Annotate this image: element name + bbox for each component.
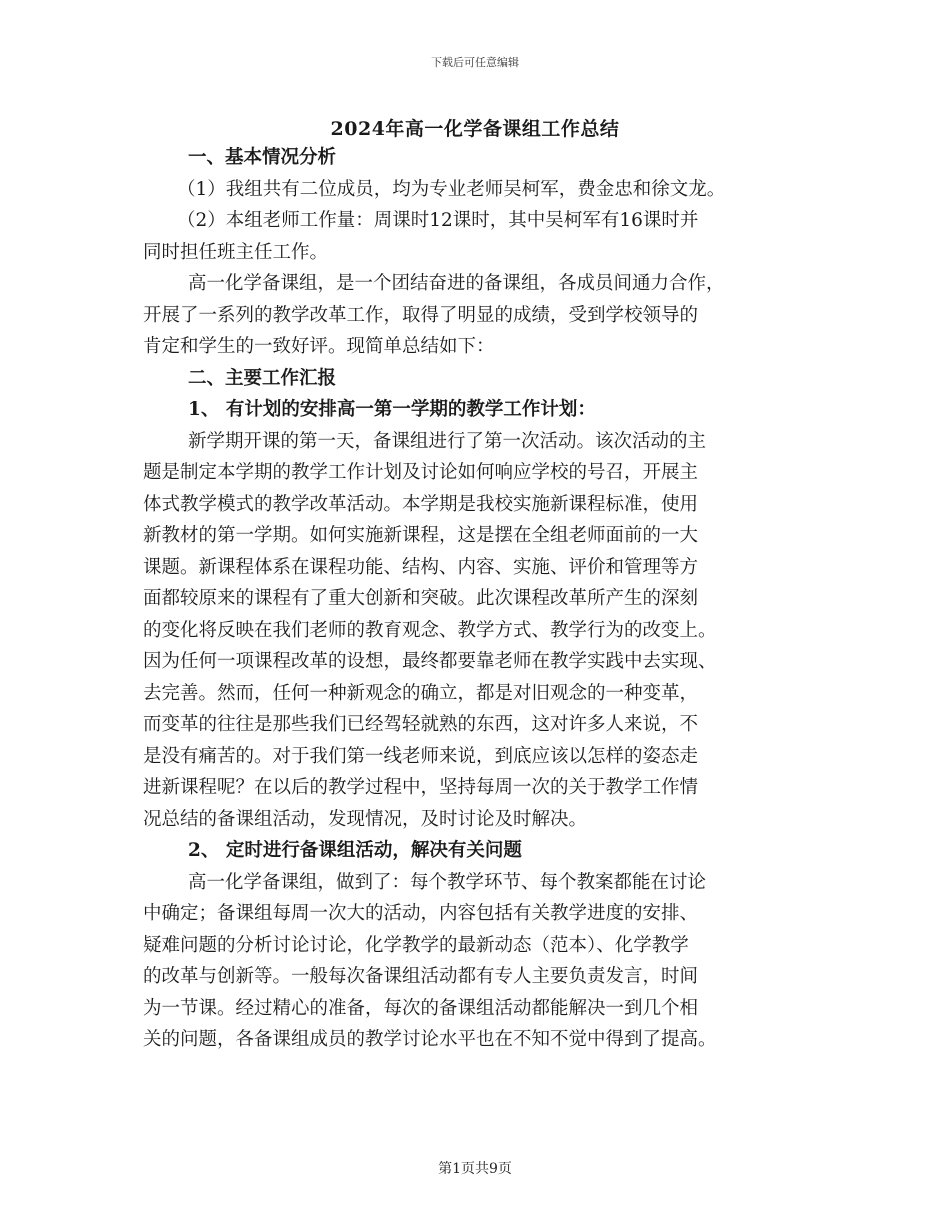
- paragraph-line: 关的问题，各备课组成员的教学讨论水平也在不知不觉中得到了提高。: [143, 1029, 717, 1050]
- section-heading: 二、主要工作汇报: [188, 367, 337, 389]
- paragraph-line: 新教材的第一学期。如何实施新课程，这是摆在全组老师面前的一大: [143, 525, 699, 546]
- paragraph-line: 的变化将反映在我们老师的教育观念、教学方式、教学行为的改变上。: [143, 619, 717, 641]
- paragraph-line: （2）本组老师工作量：周课时12课时，其中吴柯军有16课时并: [177, 210, 699, 231]
- paragraph-line: 体式教学模式的教学改革活动。本学期是我校实施新课程标准，使用: [143, 493, 699, 515]
- paragraph-line: 而变革的往往是那些我们已经驾轻就熟的东西，这对许多人来说，不: [143, 714, 699, 735]
- paragraph-line: 进新课程呢？在以后的教学过程中，坚持每周一次的关于教学工作情: [143, 777, 699, 798]
- paragraph-line: 课题。新课程体系在课程功能、结构、内容、实施、评价和管理等方: [143, 556, 699, 578]
- paragraph-line: 同时担任班主任工作。: [143, 241, 329, 263]
- paragraph-line: 的改革与创新等。一般每次备课组活动都有专人主要负责发言，时间: [143, 966, 699, 987]
- page-number: 第1页共9页: [438, 1161, 512, 1177]
- paragraph-line: 况总结的备课组活动，发现情况，及时讨论及时解决。: [143, 808, 588, 830]
- paragraph-line: 因为任何一项课程改革的设想，最终都要靠老师在教学实践中去实现、: [143, 651, 717, 672]
- section-heading: 一、基本情况分析: [188, 147, 337, 168]
- paragraph-line: 高一化学备课组，做到了：每个教学环节、每个教案都能在讨论: [188, 871, 707, 893]
- section-heading: 1、 有计划的安排高一第一学期的教学工作计划：: [188, 399, 596, 420]
- paragraph-line: 新学期开课的第一天，备课组进行了第一次活动。该次活动的主: [188, 430, 707, 452]
- paragraph-line: 疑难问题的分析讨论讨论，化学教学的最新动态（范本）、化学教学: [143, 934, 689, 956]
- paragraph-line: 是没有痛苦的。对于我们第一线老师来说，到底应该以怎样的姿态走: [143, 745, 699, 767]
- paragraph-line: 高一化学备课组，是一个团结奋进的备课组，各成员间通力合作，: [188, 273, 725, 294]
- document-body: [143, 142, 808, 1056]
- paragraph-line: 肯定和学生的一致好评。现简单总结如下：: [143, 336, 495, 357]
- paragraph-line: 开展了一系列的教学改革工作，取得了明显的成绩，受到学校领导的: [143, 304, 699, 326]
- paragraph-line: 面都较原来的课程有了重大创新和突破。此次课程改革所产生的深刻: [143, 588, 699, 609]
- page-header-note: 下载后可任意编辑: [431, 56, 519, 69]
- paragraph-line: 去完善。然而，任何一种新观念的确立，都是对旧观念的一种变革，: [143, 682, 699, 704]
- paragraph-line: 为一节课。经过精心的准备，每次的备课组活动都能解决一到几个相: [143, 997, 699, 1019]
- section-heading: 2、 定时进行备课组活动，解决有关问题: [188, 840, 522, 861]
- document-title: 2024年高一化学备课组工作总结: [330, 118, 620, 140]
- paragraph-line: 中确定；备课组每周一次大的活动，内容包括有关教学进度的安排、: [143, 903, 699, 924]
- paragraph-line: （1）我组共有二位成员，均为专业老师吴柯军，费金忠和徐文龙。: [177, 178, 726, 200]
- paragraph-line: 题是制定本学期的教学工作计划及讨论如何响应学校的号召，开展主: [143, 462, 699, 483]
